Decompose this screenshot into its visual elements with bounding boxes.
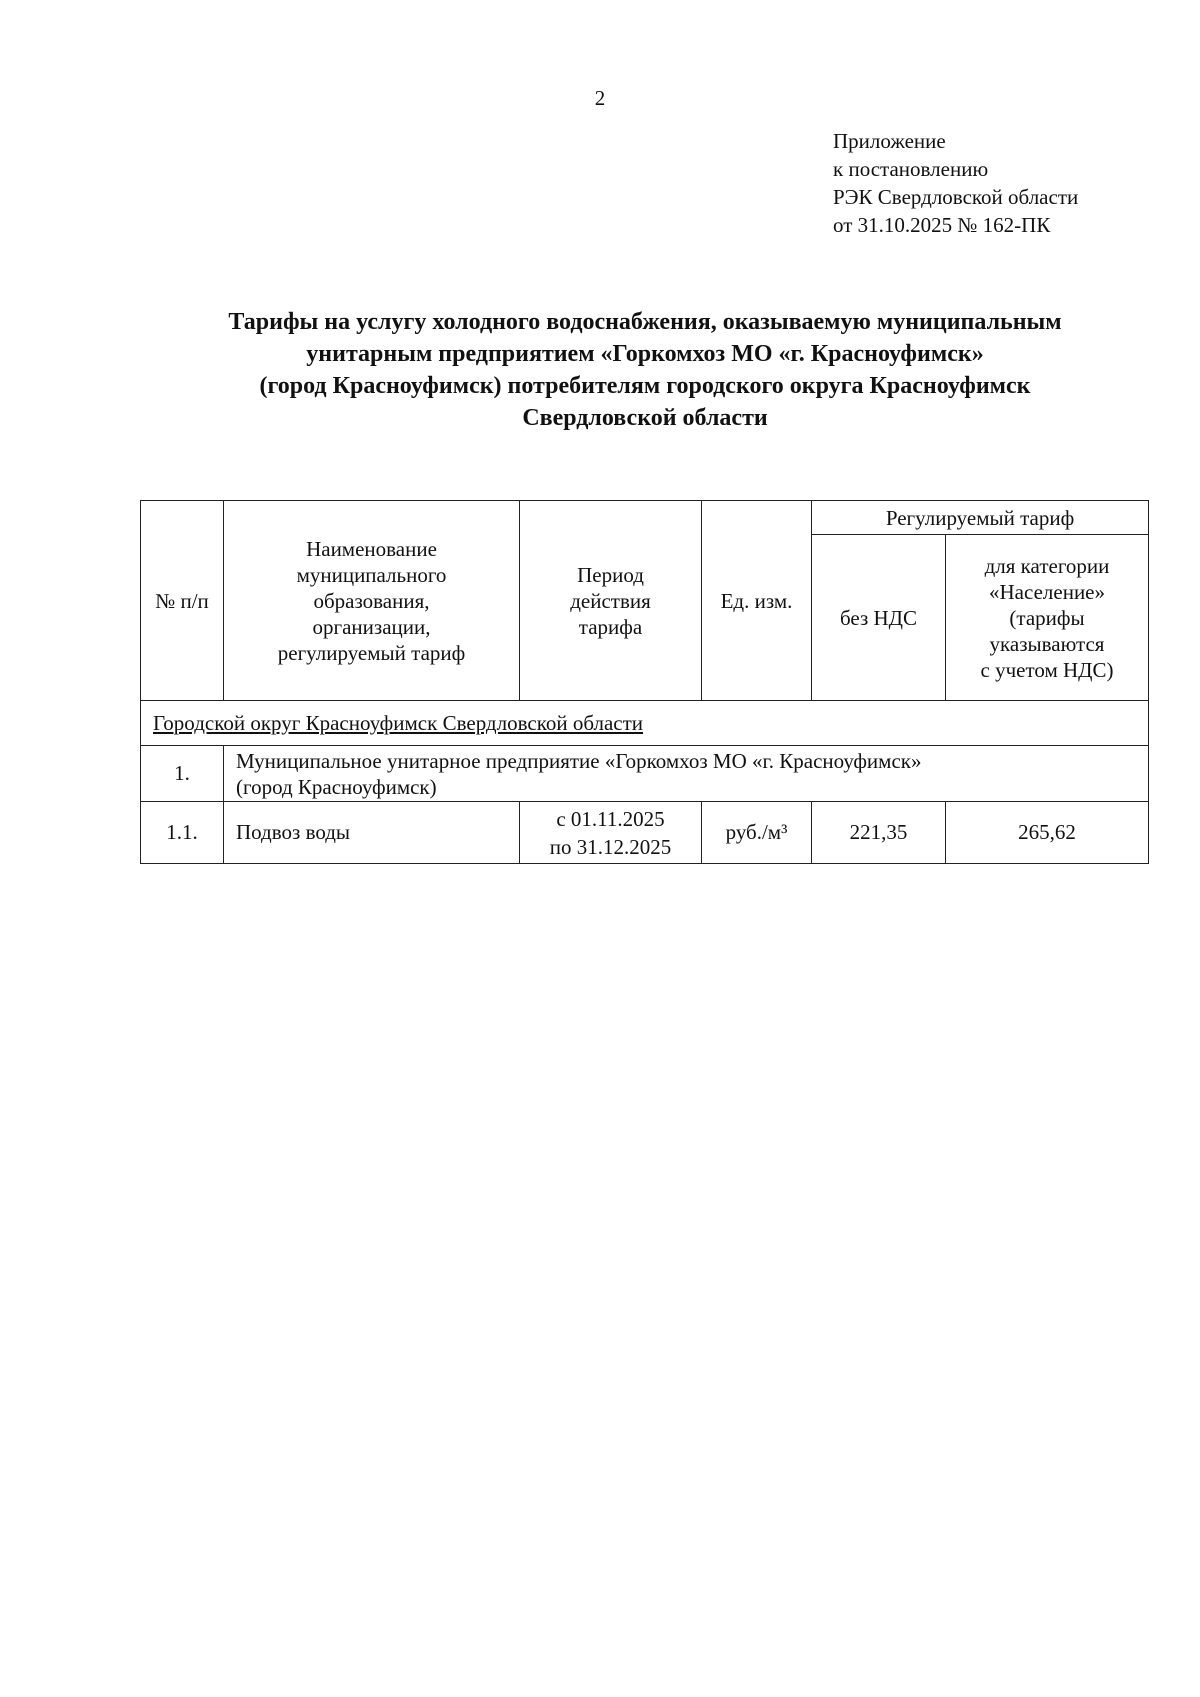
header-regulated-tariff: Регулируемый тариф — [812, 501, 1149, 535]
header-name-line: регулируемый тариф — [277, 640, 466, 665]
header-name-line: образования, — [313, 588, 430, 613]
page-number: 2 — [594, 86, 606, 110]
header-population-line: для категории — [984, 553, 1110, 578]
title-line: (город Красноуфимск) потребителям городского округа Красноуфимск — [259, 373, 1031, 399]
title-line: унитарным предприятием «Горкомхоз МО «г. Красноуфимск» — [306, 341, 984, 367]
row-period — [520, 802, 702, 864]
header-period-line: действия — [570, 588, 651, 613]
title-line: Свердловской области — [522, 405, 768, 431]
org-row-name — [224, 746, 1149, 802]
header-population-line: (тарифы — [1009, 605, 1085, 630]
row-period-from: с 01.11.2025 — [556, 806, 665, 831]
header-name — [224, 501, 520, 701]
row-period-to: по 31.12.2025 — [549, 834, 672, 859]
header-unit: Ед. изм. — [702, 501, 812, 701]
title-line: Тарифы на услугу холодного водоснабжения, оказываемую муниципальным — [228, 309, 1062, 335]
appendix-line: Приложение — [833, 129, 946, 153]
header-no-vat: без НДС — [812, 535, 946, 701]
org-name-line: Муниципальное унитарное предприятие «Горкомхоз МО «г. Красноуфимск» — [236, 748, 922, 773]
header-population — [946, 535, 1149, 701]
document-title — [100, 306, 1190, 434]
header-number: № п/п — [141, 501, 224, 701]
header-period — [520, 501, 702, 701]
header-name-line: муниципального — [296, 562, 447, 587]
org-row-number: 1. — [141, 746, 224, 802]
row-tariff-population: 265,62 — [946, 802, 1149, 864]
tariff-table — [140, 500, 1149, 864]
header-period-line: Период — [577, 562, 644, 587]
row-tariff-no-vat: 221,35 — [812, 802, 946, 864]
row-unit: руб./м³ — [702, 802, 812, 864]
section-title: Городской округ Красноуфимск Свердловской области — [141, 701, 1149, 746]
header-population-line: «Население» — [989, 579, 1105, 604]
header-population-line: с учетом НДС) — [980, 657, 1114, 682]
table-row — [141, 802, 1149, 864]
appendix-line: от 31.10.2025 № 162-ПК — [833, 213, 1051, 237]
header-name-line: Наименование — [306, 536, 437, 561]
header-period-line: тарифа — [578, 614, 643, 639]
appendix-block — [833, 127, 1078, 239]
appendix-line: к постановлению — [833, 157, 989, 181]
appendix-line: РЭК Свердловской области — [833, 185, 1079, 209]
header-name-line: организации, — [312, 614, 431, 639]
row-number: 1.1. — [141, 802, 224, 864]
row-service-name: Подвоз воды — [224, 802, 520, 864]
org-name-line: (город Красноуфимск) — [236, 774, 437, 799]
header-population-line: указываются — [989, 631, 1105, 656]
